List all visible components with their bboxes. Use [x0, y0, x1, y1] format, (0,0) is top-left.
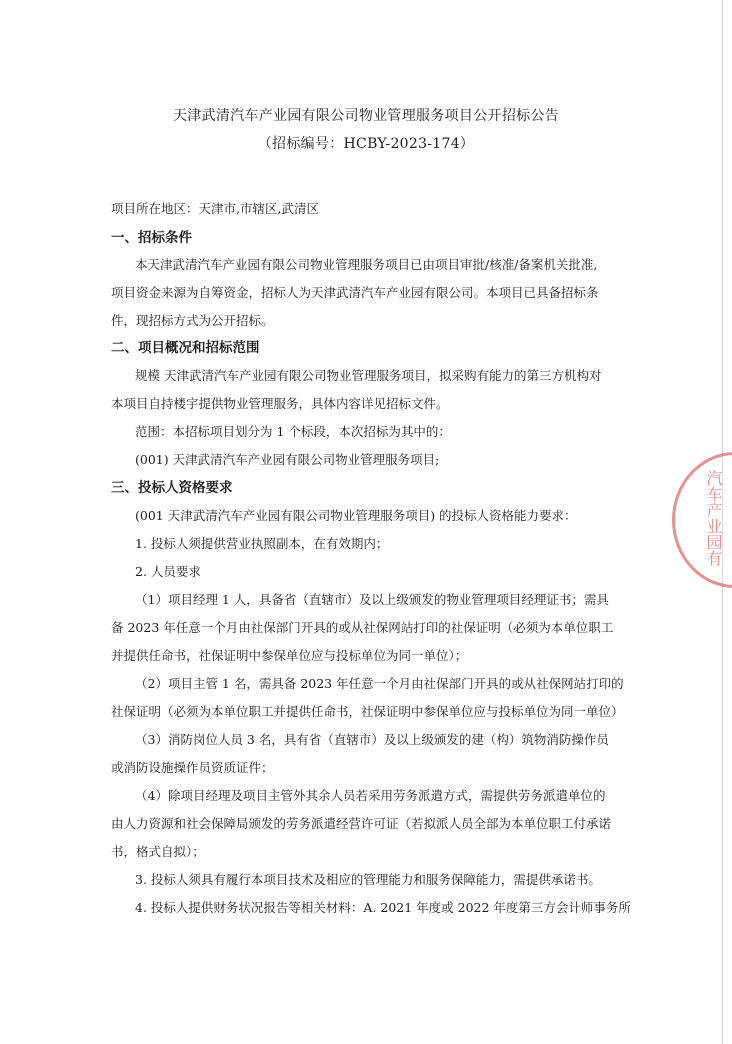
paragraph-line: （2）项目主管 1 名，需具备 2023 年任意一个月由社保部门开具的或从社保网站打印的 [135, 676, 624, 691]
paragraph-line: 3. 投标人须具有履行本项目技术及相应的管理能力和服务保障能力，需提供承诺书。 [135, 872, 601, 887]
paragraph-line: 或消防设施操作员资质证件； [111, 760, 274, 775]
paragraph-line: 规模 天津武清汽车产业园有限公司物业管理服务项目，拟采购有能力的第三方机构对 [135, 368, 602, 383]
section-heading-1: 一、招标条件 [111, 230, 192, 246]
project-location: 项目所在地区：天津市,市辖区,武清区 [111, 201, 319, 216]
paragraph-line: 备 2023 年任意一个月由社保部门开具的或从社保网站打印的社保证明（必须为本单位职工 [111, 620, 614, 635]
paragraph-line: 项目资金来源为自筹资金，招标人为天津武清汽车产业园有限公司。本项目已具备招标条 [111, 285, 599, 300]
paragraph-line: 并提供任命书，社保证明中参保单位应与投标单位为同一单位）； [111, 648, 468, 663]
paragraph-line: 4. 投标人提供财务状况报告等相关材料：A. 2021 年度或 2022 年度第三方会计师事务所 [135, 900, 631, 915]
paragraph-line: 书，格式自拟）； [111, 844, 205, 859]
paragraph-line: (001) 天津武清汽车产业园有限公司物业管理服务项目; [135, 452, 440, 467]
paragraph-line: （1）项目经理 1 人，具备省（直辖市）及以上级颁发的物业管理项目经理证书；需具 [135, 592, 609, 607]
paragraph-line: （4）除项目经理及项目主管外其余人员若采用劳务派遣方式，需提供劳务派遣单位的 [135, 788, 606, 803]
paragraph-line: （3）消防岗位人员 3 名，具有省（直辖市）及以上级颁发的建（构）筑物消防操作员 [135, 732, 609, 747]
paragraph-line: 本项目自持楼宇提供物业管理服务，具体内容详见招标文件。 [111, 396, 449, 411]
section-heading-3: 三、投标人资格要求 [111, 480, 233, 496]
seal-text: 汽车产业园有 [704, 470, 723, 566]
paragraph-line: 范围：本招标项目划分为 1 个标段，本次招标为其中的： [135, 424, 451, 439]
paragraph-line: (001 天津武清汽车产业园有限公司物业管理服务项目) 的投标人资格能力要求： [135, 508, 577, 523]
document-title: 天津武清汽车产业园有限公司物业管理服务项目公开招标公告 [172, 108, 560, 124]
paragraph-line: 1. 投标人须提供营业执照副本，在有效期内； [135, 536, 389, 551]
paragraph-line: 本天津武清汽车产业园有限公司物业管理服务项目已由项目审批/核准/备案机关批准, [135, 257, 598, 272]
section-heading-2: 二、项目概况和招标范围 [111, 340, 260, 356]
paragraph-line: 件，现招标方式为公开招标。 [111, 313, 274, 328]
paragraph-line: 社保证明（必须为本单位职工并提供任命书，社保证明中参保单位应与投标单位为同一单位） [111, 704, 624, 719]
paragraph-line: 由人力资源和社会保障局颁发的劳务派遣经营许可证（若拟派人员全部为本单位职工付承诺 [111, 816, 612, 831]
document-subtitle: （招标编号：HCBY-2023-174） [257, 136, 475, 152]
paragraph-line: 2. 人员要求 [135, 564, 201, 579]
